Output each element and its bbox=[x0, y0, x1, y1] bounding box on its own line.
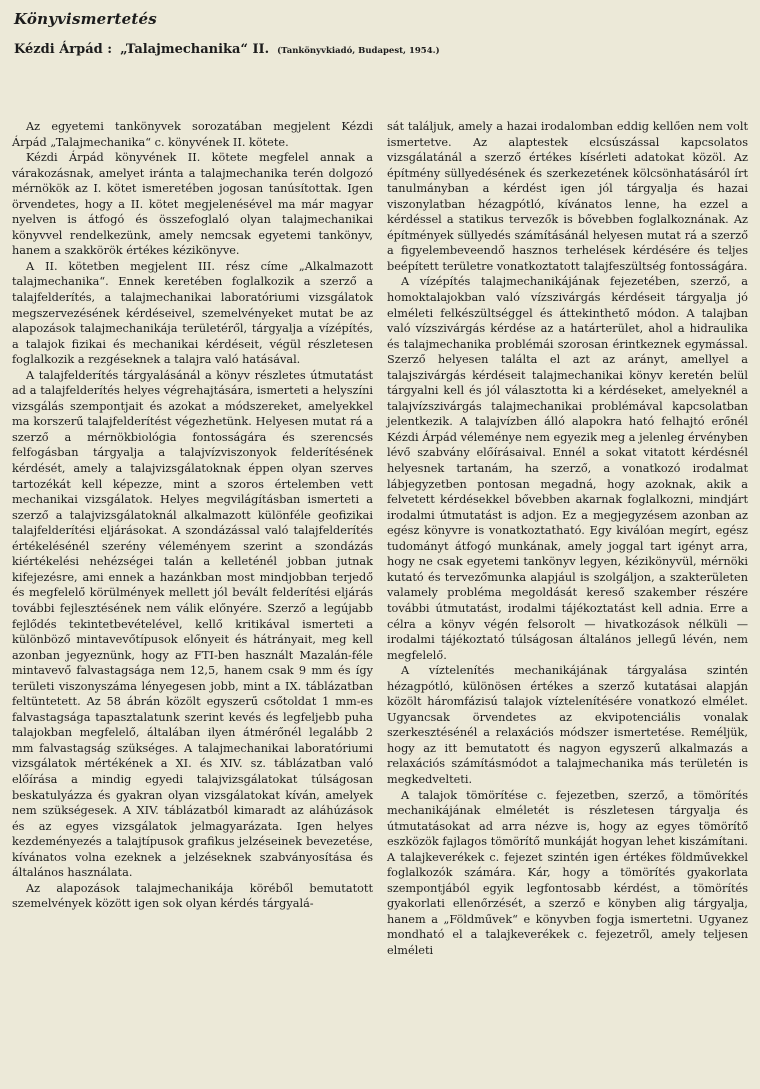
paragraph: A talajok tömörítése c. fejezetben, szerző, a tömörítés mechanikájának elméletét is részletesen tárgyalja és útmutatásokat ad arra nézve is, hogy az egyes tömörítő eszközök fajlagos tömörítő munkáját hogyan lehet kiszámítani. A talajkeverékek c. fejezet szintén igen értékes földművekkel foglalkozók számára. Kár, hogy a tömörítés gyakorlata szempontjából egyik legfontosabb kérdést, a tömörítés gyakorlati ellenőrzését, a szerző e könyben alig tárgyalja, hanem a „Földművek“ e könyvben fogja ismertetni. Ugyanez mondható el a talajkeverékek c. fejezetről, amely teljesen elméleti bbox=[387, 788, 748, 957]
paragraph: Az egyetemi tankönyvek sorozatában megjelent Kézdi Árpád „Talajmechanika“ c. könyvének II. kötete. bbox=[12, 120, 373, 149]
paragraph: A talajfelderítés tárgyalásánál a könyv részletes útmutatást ad a talajfelderítés helyes végrehajtására, ismerteti a helyszíni vizsgálás szempontjait és azokat a módszereket, amelyekkel ma korszerű talajfelderítést végezhetünk. Helyesen mutat rá a szerző a mérnökbiológia fontosságára és szerencsés felfogásban tárgyalja a talajvízviszonyok felderítésének kérdését, amely a talajvizsgálatoknak éppen olyan szerves tartozékát kell képezze, mint a szoros értelemben vett mechanikai vizsgálatok. Helyes megvilágításban ismerteti a szerző a talajvizsgálatoknál alkalmazott különféle geofizikai talajfelderítési eljárásokat. A szondázással való talajfelderítés értékelésénél szerény véleményem szerint a szondázás kiértékelési nehézségei talán a kelleténél jobban jutnak kifejezésre, ami ennek a hazánkban most mindjobban terjedő és megfelelő körülmények mellett jól bevált felderítési eljárás további fejlesztésének nem válik előnyére. Szerző a legújabb fejlődés tekintetbevételével, kellő kritikával ismerteti a különböző mintavevőtípusok előnyeit és hátrányait, meg kell azonban jegyeznünk, hogy az FTI-ben használt Mazalán-féle mintavevő falvastagsága nem 12,5, hanem csak 9 mm és így területi viszonyszáma lényegesen jobb, mint a IX. táblázatban feltüntetett. Az 58 ábrán közölt egyszerű csőtoldat 1 mm-es falvastagsága tapasztalatunk szerint kevés és legfeljebb puha talajokban megfelelő, általában ilyen átmérőnél legalább 2 mm falvastagság szükséges. A talajmechanikai laboratóriumi vizsgálatok mértékének a XI. és XIV. sz. táblázatban való előírása a mindig egyedi talajvizsgálatokat túlságosan beskatulyázza és gyakran olyan vizsgálatokat kíván, amelyek nem szükségesek. A XIV. táblázatból kimaradt az aláhúzások és az egyes vizsgálatok jelmagyarázata. Igen helyes kezdeményezés a talajtípusok grafikus jelzéseinek bevezetése, kívánatos volna ezeknek a jelzéseknek szabványosítása és általános használata. bbox=[12, 368, 373, 880]
paragraph: Az alapozások talajmechanikája köréből bemutatott szemelvények között igen sok olyan kérdés tárgyalá- bbox=[12, 881, 373, 911]
paragraph: A víztelenítés mechanikájának tárgyalása szintén hézagpótló, különösen értékes a szerző kutatásai alapján közölt háromfázisú talajok víztelenítésére vonatkozó elmélet. Ugyancsak örvendetes az ekvipotenciális vonalak szerkesztésénél a relaxációs módszer ismertetése. Reméljük, hogy az itt bemutatott és nagyon egyszerű alkalmazás a relaxációs számításmódot a talajmechanika más területén is megkedvelteti. bbox=[387, 664, 748, 786]
right-column bbox=[387, 119, 748, 959]
section-title: Könyvismertetés bbox=[14, 10, 157, 28]
review-headline bbox=[14, 42, 748, 57]
paragraph: Kézdi Árpád könyvének II. kötete megfelel annak a várakozásnak, amelyet iránta a talajmechanika terén dolgozó mérnökök az I. kötet ismeretében jogosan tanúsítottak. Igen örvendetes, hogy a II. kötet megjelenésével ma már magyar nyelven is átfogó és összefoglaló olyan talajmechanikai könyvvel rendelkezünk, amely nemcsak egyetemi tankönyv, hanem a szakkörök értékes kézikönyve. bbox=[12, 151, 373, 258]
left-column bbox=[12, 119, 373, 959]
text-columns bbox=[12, 119, 748, 959]
book-author: Kézdi Árpád : bbox=[14, 42, 113, 57]
paragraph: sát találjuk, amely a hazai irodalomban eddig kellően nem volt ismertetve. Az alaptestek elcsúszással kapcsolatos vizsgálatánál a szerző értékes kísérleti adatokat közöl. Az építmény süllyedésének és szerkezetének kölcsönhatásáról írt tanulmányban a kérdést igen jól tárgyalja és hazai viszonylatban hézagpótló, kívánatos lenne, ha ezzel a kérdéssel a statikus tervezők is bővebben foglalkoznának. Az építmények süllyedés számításánál helyesen mutat rá a szerző a figyelembeveendő hasznos terhelések kérdésére és teljes beépített területre vonatkoztatott talajfeszültség fontosságára. bbox=[387, 120, 748, 273]
publisher-info: (Tankönyvkiadó, Budapest, 1954.) bbox=[277, 46, 440, 56]
paragraph: A vízépítés talajmechanikájának fejezetében, szerző, a homoktalajokban való vízszivárgás kérdéseit tárgyalja jó elméleti felkészültséggel és áttekinthető módon. A talajban való vízszivárgás kérdése az a határterület, ahol a hidraulika és talajmechanika problémái szorosan érintkeznek egymással. Szerző helyesen találta el azt az arányt, amellyel a talajszivárgás kérdéseit talajmechanikai könyv keretén belül tárgyalni kell és jól választotta ki a kérdéseket, amelyeknél a talajvízszivárgás talajmechanikai problémával kapcsolatban jelentkezik. A talajvízben álló alapokra ható felhajtó erőnél Kézdi Árpád véleménye nem egyezik meg a jelenleg érvényben lévő szabvány előírásaival. Ennél a sokat vitatott kérdésnél helyesnek tartanám, ha szerző, a vonatkozó irodalmat lábjegyzetben pontosan megadná, hogy azoknak, akik a felvetett kérdésekkel bővebben akarnak foglalkozni, mindjárt irodalmi útmutatást is adjon. Ez a megjegyzésem azonban az egész könyvre is vonatkoztatható. Egy kiválóan megírt, egész tudományt átfogó munkának, amely joggal tart igényt arra, hogy ne csak egyetemi tankönyv legyen, kézikönyvül, mérnöki kutató és tervezőmunka alapjául is szolgáljon, a szakterületen valamely probléma megoldását kereső szakember részére további útmutatást, irodalmi tájékoztatást kell adnia. Erre a célra a könyv végén felsorolt — hivatkozások nélküli — irodalmi tájékoztató túlságosan általános jellegű lévén, nem megfelelő. bbox=[387, 275, 748, 662]
paragraph: A II. kötetben megjelent III. rész címe „Alkalmazott talajmechanika“. Ennek keretében foglalkozik a szerző a talajfelderítés, a talajmechanikai laboratóriumi vizsgálatok megszervezésének kérdéseivel, szemelvényeket mutat be az alapozások talajmechanikája területéről, tárgyalja a vízépítés, a talajok fizikai és mechanikai kérdéseit, végül részletesen foglalkozik a rezgéseknek a talajra való hatásával. bbox=[12, 259, 373, 367]
book-title: „Talajmechanika“ II. bbox=[120, 42, 270, 57]
